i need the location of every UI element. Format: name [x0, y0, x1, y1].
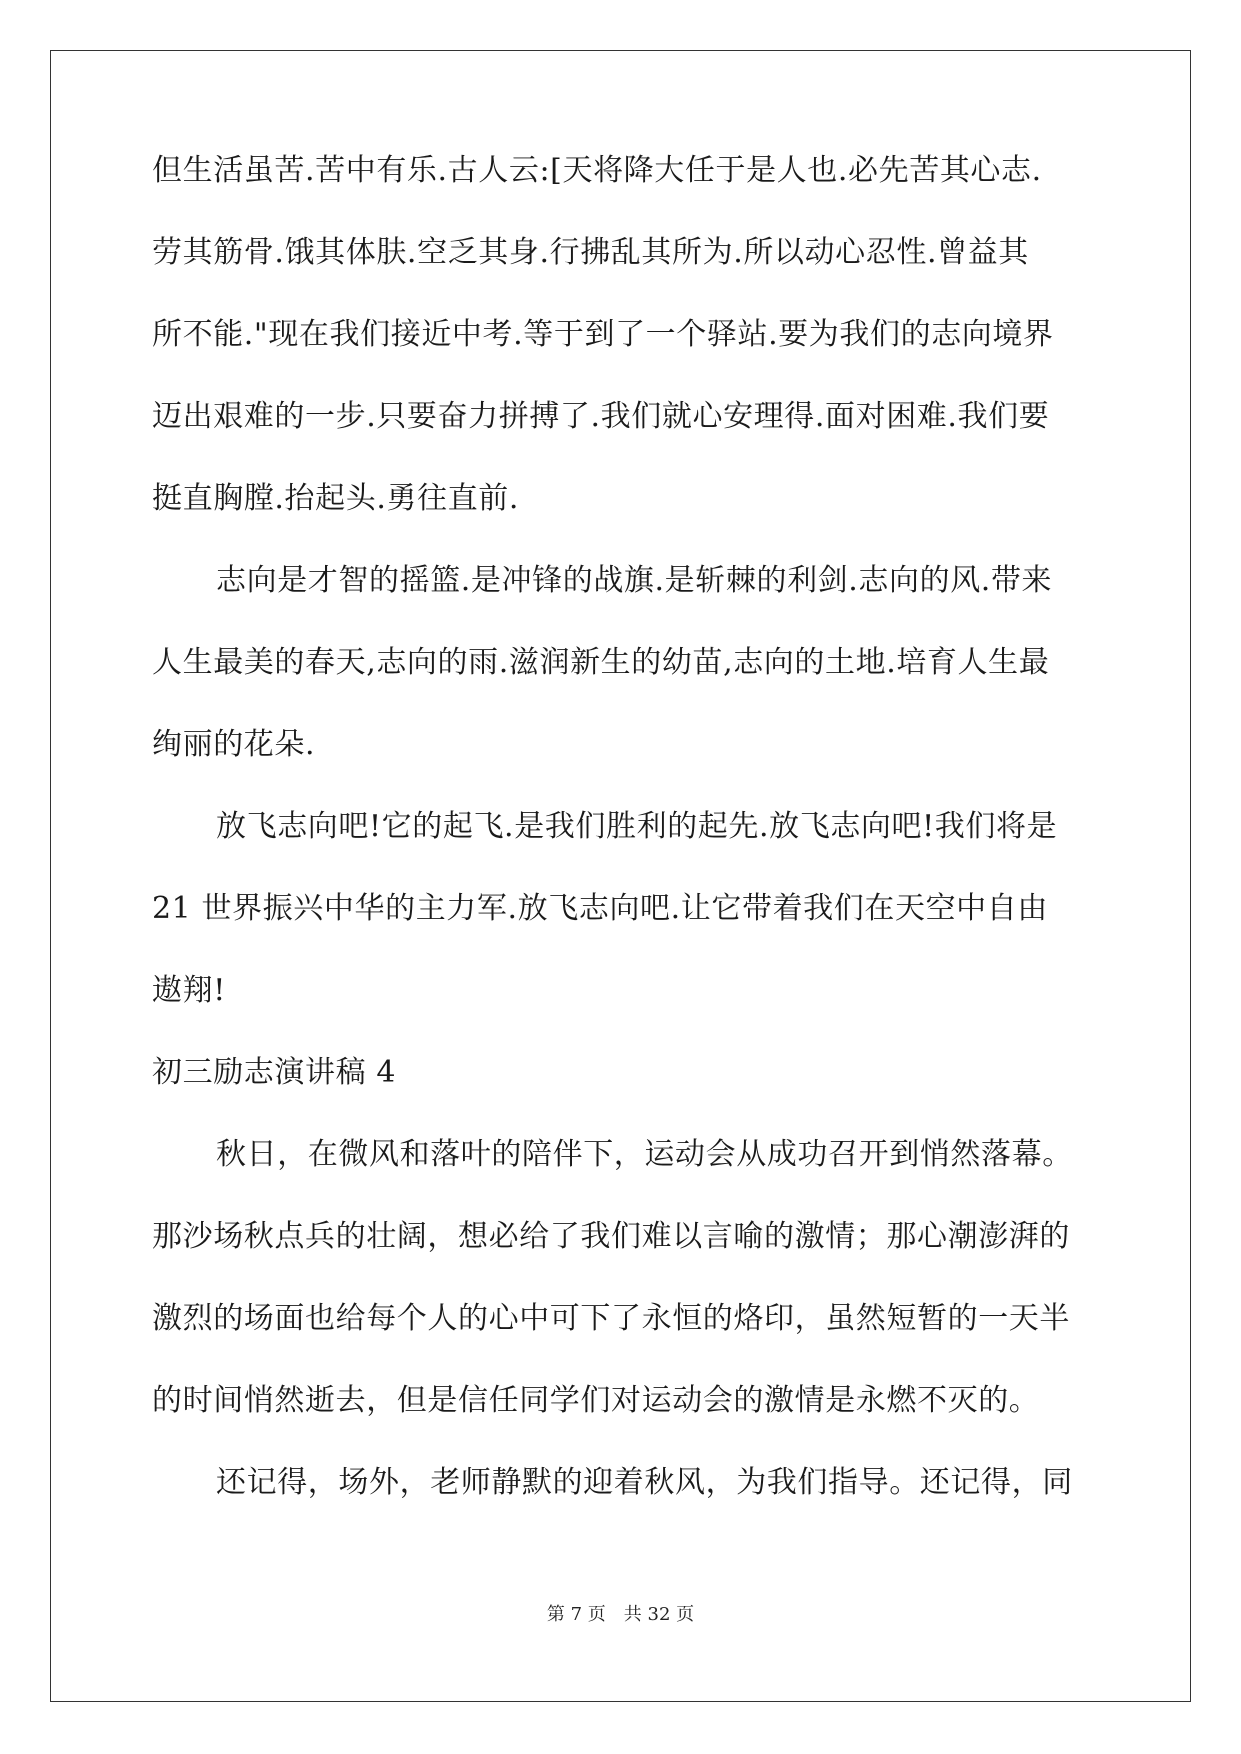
document-body: [152, 130, 1088, 1524]
text-line: 那沙场秋点兵的壮阔，想必给了我们难以言喻的激情；那心潮澎湃的: [152, 1219, 1070, 1254]
page-footer: [0, 1600, 1241, 1626]
section-heading: 初三励志演讲稿 4: [152, 1055, 397, 1090]
page-number-total: 共 32 页: [623, 1604, 695, 1625]
text-line: 绚丽的花朵.: [152, 727, 316, 762]
text-line: 放飞志向吧!它的起飞.是我们胜利的起先.放飞志向吧!我们将是: [216, 809, 1058, 844]
text-line: 迈出艰难的一步.只要奋力拼搏了.我们就心安理得.面对困难.我们要: [152, 399, 1050, 434]
text-line: 但生活虽苦.苦中有乐.古人云:[天将降大任于是人也.必先苦其心志.: [152, 153, 1042, 188]
text-line: 人生最美的春天,志向的雨.滋润新生的幼苗,志向的土地.培育人生最: [152, 645, 1050, 680]
text-line: 志向是才智的摇篮.是冲锋的战旗.是斩棘的利剑.志向的风.带来: [216, 563, 1053, 598]
text-line: 挺直胸膛.抬起头.勇往直前.: [152, 481, 520, 516]
text-line: 劳其筋骨.饿其体肤.空乏其身.行拂乱其所为.所以动心忍性.曾益其: [152, 235, 1029, 270]
text-line: 还记得，场外，老师静默的迎着秋风，为我们指导。还记得，同: [216, 1465, 1073, 1500]
text-line: 21 世界振兴中华的主力军.放飞志向吧.让它带着我们在天空中自由: [152, 891, 1048, 926]
text-line: 遨翔!: [152, 973, 226, 1008]
text-line: 所不能."现在我们接近中考.等于到了一个驿站.要为我们的志向境界: [152, 317, 1054, 352]
text-line: 秋日，在微风和落叶的陪伴下，运动会从成功召开到悄然落幕。: [216, 1137, 1073, 1172]
text-line: 的时间悄然逝去，但是信任同学们对运动会的激情是永燃不灭的。: [152, 1383, 1040, 1418]
text-line: 激烈的场面也给每个人的心中可下了永恒的烙印，虽然短暂的一天半: [152, 1301, 1070, 1336]
page-number-current: 第 7 页: [546, 1604, 606, 1625]
